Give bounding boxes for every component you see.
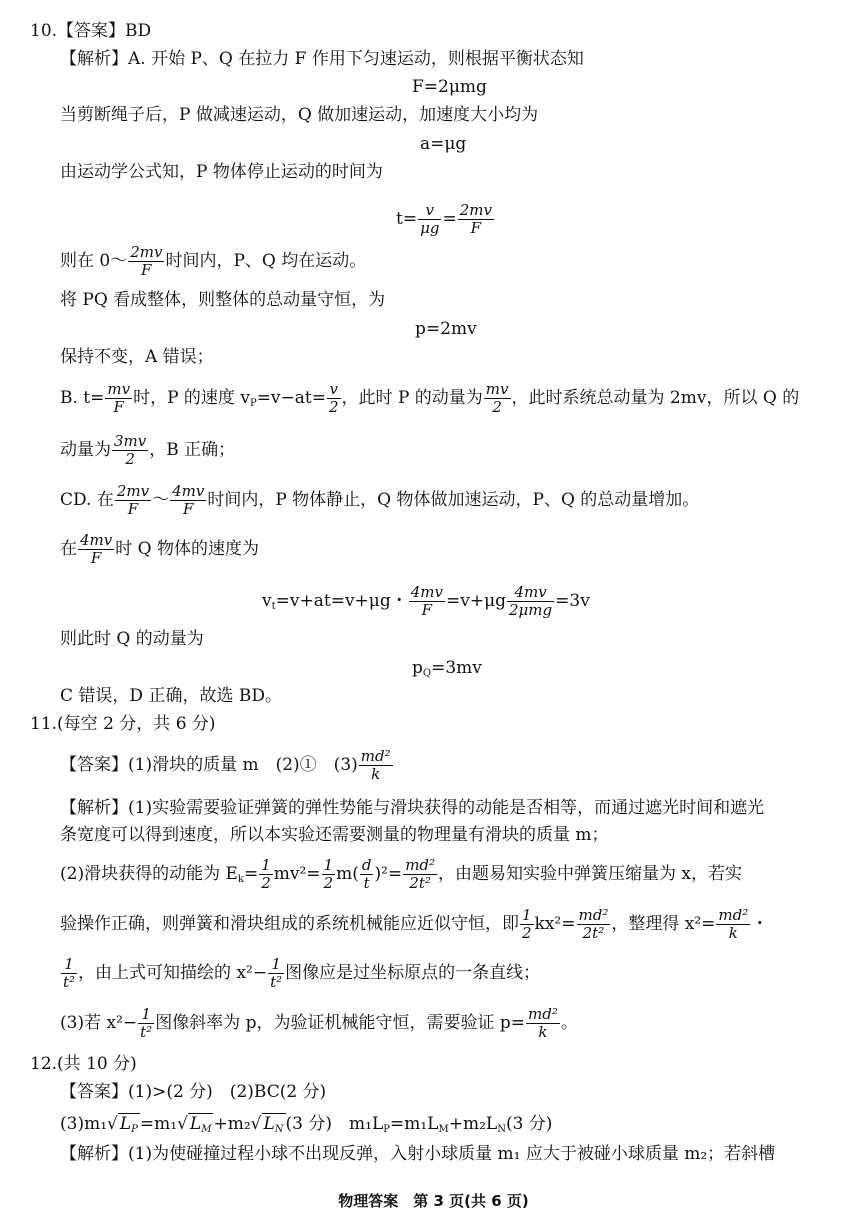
- fraction: [170, 483, 206, 518]
- q11-line-1: 【解析】(1)实验需要验证弹簧的弹性势能与滑块获得的动能是否相等，而通过遮光时间和遮光: [60, 798, 765, 818]
- q10-line-7: [60, 378, 799, 418]
- fraction: [520, 907, 534, 942]
- page-footer: 物理答案 第 3 页(共 6 页): [338, 1192, 529, 1210]
- text: 时，P 的速度 v: [133, 388, 250, 408]
- q10-equation-4: p=2mv: [415, 319, 477, 339]
- fraction: [112, 433, 148, 468]
- sqrt: [188, 1113, 214, 1134]
- sqrt: [118, 1113, 140, 1134]
- text: ・: [751, 914, 769, 934]
- text: 在: [60, 539, 77, 559]
- q10-equation-3: [396, 199, 495, 239]
- numerator: md²: [405, 856, 436, 874]
- fraction: [322, 857, 336, 892]
- denominator: 2t²: [409, 874, 431, 892]
- q12-heading: 12.(共 10 分): [30, 1054, 137, 1074]
- text: (3 分): [505, 1114, 553, 1134]
- text: (3)若 x²−: [60, 1013, 138, 1033]
- subscript: t: [271, 601, 276, 612]
- text: =v+μg: [445, 591, 507, 611]
- text: =m₁: [139, 1114, 178, 1134]
- fraction: [359, 748, 393, 783]
- sqrt: [262, 1113, 286, 1134]
- denominator: k: [728, 924, 738, 942]
- numerator: 4mv: [410, 583, 443, 601]
- numerator: md²: [578, 906, 609, 924]
- numerator: 4mv: [80, 531, 113, 549]
- fraction: [403, 857, 437, 892]
- subscript: M: [201, 1124, 212, 1135]
- denominator: μg: [420, 219, 440, 237]
- fraction: [360, 857, 374, 892]
- text: CD. 在: [60, 490, 114, 510]
- subscript: k: [237, 874, 244, 885]
- q10-line-10: [60, 529, 259, 569]
- subscript: P: [131, 1124, 138, 1135]
- fraction: [78, 532, 114, 567]
- subscript: M: [438, 1124, 449, 1135]
- denominator: t: [363, 874, 370, 892]
- fraction: [61, 956, 77, 991]
- q10-number: 10.: [30, 21, 58, 41]
- text: 时间内，P、Q 均在运动。: [165, 251, 367, 271]
- numerator: 1: [61, 956, 77, 974]
- denominator: 2: [522, 924, 532, 942]
- numerator: v: [418, 202, 441, 220]
- numerator: mv: [485, 380, 509, 398]
- text: ，B 正确；: [149, 440, 236, 460]
- text: ，由题易知实验中弹簧压缩量为 x，若实: [438, 864, 743, 884]
- denominator: 2: [125, 450, 135, 468]
- denominator: k: [538, 1023, 548, 1041]
- eq3-equals: =: [442, 209, 457, 229]
- q10-line-4: [60, 241, 366, 281]
- q11-line-3: [60, 854, 742, 894]
- text: 。: [560, 1013, 578, 1033]
- numerator: 2mv: [130, 243, 163, 261]
- q10-line-12: C 错误，D 正确，故选 BD。: [60, 686, 282, 706]
- text: (3 分) m₁L: [285, 1114, 384, 1134]
- numerator: mv: [107, 380, 131, 398]
- text: 则在 0～: [60, 251, 128, 271]
- fraction: [577, 907, 611, 942]
- q10-line-5: 将 PQ 看成整体，则整体的总动量守恒，为: [60, 290, 386, 310]
- denominator: 2t²: [582, 924, 605, 942]
- denominator: 2: [492, 398, 502, 416]
- q10-line-9: [60, 480, 699, 520]
- text: 动量为: [60, 440, 111, 460]
- text: p: [412, 658, 423, 678]
- text: =3mv: [431, 658, 482, 678]
- subscript: P: [383, 1124, 390, 1135]
- text: 图像应是过坐标原点的一条直线；: [285, 963, 541, 983]
- q11-line-6: [60, 1003, 578, 1043]
- denominator: F: [470, 219, 482, 237]
- denominator: F: [127, 500, 139, 518]
- q10-line-1: 【解析】A. 开始 P、Q 在拉力 F 作用下匀速运动，则根据平衡状态知: [60, 49, 584, 69]
- q10-equation-1: F=2μmg: [412, 77, 487, 97]
- numerator: 1: [323, 856, 334, 874]
- text: L: [119, 1114, 132, 1134]
- denominator: 2: [261, 874, 271, 892]
- text: (3)m₁: [60, 1114, 108, 1134]
- numerator: 1: [522, 906, 532, 924]
- q10-answer: 【答案】BD: [57, 21, 152, 41]
- q10-line-6: 保持不变，A 错误；: [60, 347, 214, 367]
- denominator: t²: [140, 1023, 153, 1041]
- text: ，由上式可知描绘的 x²−: [78, 963, 268, 983]
- numerator: md²: [360, 747, 391, 765]
- numerator: 1: [261, 856, 271, 874]
- q10-line-8: [60, 430, 235, 470]
- text: +m₂: [213, 1114, 251, 1134]
- text: kx²=: [534, 914, 576, 934]
- denominator: t²: [270, 973, 283, 991]
- q10-heading: [30, 20, 151, 42]
- fraction: [128, 244, 164, 279]
- q10-line-3: 由运动学公式知，P 物体停止运动的时间为: [60, 162, 383, 182]
- numerator: 2mv: [459, 201, 492, 219]
- denominator: F: [421, 601, 433, 619]
- fraction: [409, 584, 445, 619]
- numerator: md²: [528, 1005, 558, 1023]
- text: =m₁L: [390, 1114, 439, 1134]
- numerator: 3mv: [114, 432, 147, 450]
- eq3-fraction-1: [418, 202, 441, 237]
- text: m(: [336, 864, 359, 884]
- fraction: [484, 381, 511, 416]
- text: =v+at=v+μg・: [275, 591, 408, 611]
- q10-line-11: 则此时 Q 的动量为: [60, 629, 204, 649]
- fraction: [507, 584, 554, 619]
- q11-line-2: 条宽度可以得到速度，所以本实验还需要测量的物理量有滑块的质量 m；: [60, 825, 609, 845]
- q10-equation-2: a=μg: [420, 134, 467, 154]
- text: 【答案】(1)滑块的质量 m (2)① (3): [60, 755, 358, 775]
- fraction: [716, 907, 750, 942]
- fraction: [268, 956, 284, 991]
- text: L: [189, 1114, 202, 1134]
- text: mv²=: [273, 864, 321, 884]
- subscript: Q: [422, 668, 432, 679]
- numerator: 1: [138, 1006, 154, 1024]
- q10-equation-6: [412, 657, 482, 679]
- text: 图像斜率为 p，为验证机械能守恒，需要验证 p=: [155, 1013, 526, 1033]
- eq3-lhs: t=: [396, 209, 418, 229]
- denominator: 2μmg: [509, 601, 553, 619]
- numerator: v: [327, 381, 341, 399]
- text: ，此时 P 的动量为: [341, 388, 483, 408]
- numerator: 4mv: [507, 584, 554, 602]
- denominator: F: [90, 549, 102, 567]
- q10-line-2: 当剪断绳子后，P 做减速运动，Q 做加速运动，加速度大小均为: [60, 105, 539, 125]
- text: B. t=: [60, 388, 105, 408]
- text: ～: [152, 490, 170, 510]
- numerator: 4mv: [172, 482, 205, 500]
- denominator: F: [113, 398, 124, 416]
- text: =v−at=: [256, 388, 326, 408]
- q10-equation-5: [262, 581, 590, 621]
- text: 时间内，P 物体静止，Q 物体做加速运动，P、Q 的总动量增加。: [207, 490, 700, 510]
- denominator: k: [371, 765, 381, 783]
- text: 时 Q 物体的速度为: [115, 539, 259, 559]
- q11-line-4: [60, 904, 768, 944]
- subscript: P: [249, 398, 257, 409]
- fraction: [115, 483, 151, 518]
- denominator: F: [141, 261, 152, 279]
- numerator: 2mv: [116, 482, 150, 500]
- text: 验操作正确，则弹簧和滑块组成的系统机械能应近似守恒，即: [60, 914, 519, 934]
- fraction: [105, 381, 132, 416]
- q12-line-3: (3)m₁√ $L_P =m_1√$ $L_M +m_2√$ $L_N$ (3 分) $m_1L_P=m_1L_M+m_2L_N(3$ 分): [60, 1114, 553, 1135]
- text: )²=: [374, 864, 403, 884]
- text: ，整理得 x²=: [611, 914, 716, 934]
- q11-heading: 11.(每空 2 分，共 6 分): [30, 714, 216, 734]
- denominator: 2: [323, 874, 334, 892]
- text: v: [262, 591, 272, 611]
- fraction: [138, 1006, 154, 1041]
- text: +m₂L: [448, 1114, 498, 1134]
- subscript: N: [497, 1124, 506, 1135]
- q11-line-5: [60, 953, 540, 993]
- text: (2)滑块获得的动能为 E: [60, 864, 238, 884]
- fraction: [259, 857, 273, 892]
- text: ，此时系统总动量为 2mv，所以 Q 的: [511, 388, 800, 408]
- fraction: [327, 381, 341, 416]
- eq3-fraction-2: [458, 202, 494, 237]
- denominator: F: [183, 500, 194, 518]
- text: =3v: [555, 591, 590, 611]
- text: L: [263, 1114, 275, 1134]
- denominator: 2: [329, 398, 339, 416]
- q12-line-4: 【解析】(1)为使碰撞过程小球不出现反弹，入射小球质量 m₁ 应大于被碰小球质量 m₂；若斜槽: [60, 1144, 776, 1164]
- q12-answer: 【答案】(1)>(2 分) (2)BC(2 分): [60, 1082, 327, 1102]
- numerator: 1: [268, 956, 284, 974]
- numerator: d: [361, 856, 372, 874]
- denominator: t²: [63, 973, 76, 991]
- subscript: N: [274, 1124, 284, 1135]
- text: =: [243, 864, 259, 884]
- fraction: [526, 1006, 560, 1041]
- q11-answer: [60, 745, 394, 785]
- numerator: md²: [718, 906, 749, 924]
